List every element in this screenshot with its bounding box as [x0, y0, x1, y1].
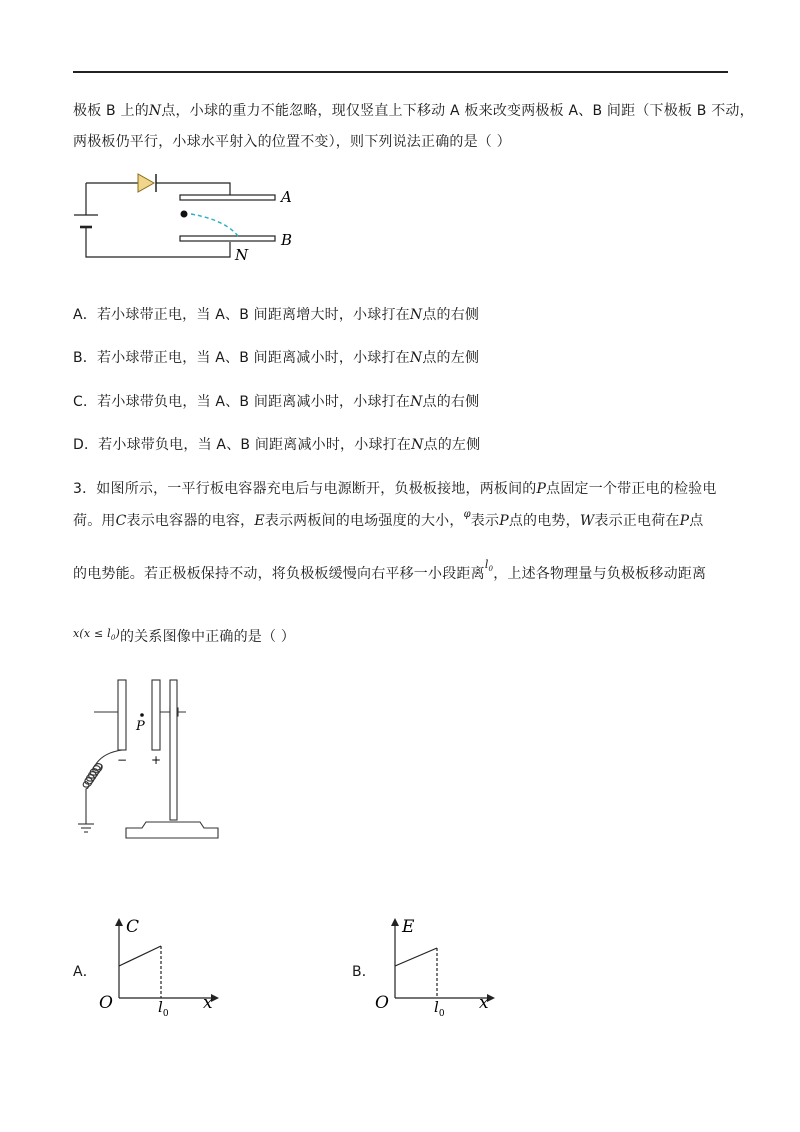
symbol-phi: φ: [463, 509, 471, 520]
wire-bottom: [86, 227, 230, 257]
option-letter: A．: [73, 964, 97, 980]
x-axis-label: x: [203, 993, 213, 1013]
q3-text: 表示正电荷在: [594, 513, 680, 529]
symbol-w: W: [579, 513, 595, 529]
wire-top-right: [156, 183, 230, 195]
q3-text: 的关系图像中正确的是（ ）: [119, 629, 296, 645]
option-text: 点的左侧: [422, 350, 480, 366]
point-p-symbol: P: [536, 481, 547, 497]
positive-plate: [152, 680, 160, 750]
q2-stem-line-2: [73, 131, 511, 151]
tick-symbol: l: [158, 998, 163, 1016]
point-p-dot: [140, 713, 144, 717]
point-p-symbol: P: [679, 513, 690, 529]
graph-a-segment: [119, 946, 161, 966]
subscript-zero: 0: [110, 634, 116, 643]
subscript-zero: 0: [488, 565, 494, 574]
plus-sign: +: [151, 753, 162, 767]
diode-icon: [138, 174, 156, 192]
plate-b: [180, 236, 275, 241]
origin-label: O: [99, 993, 113, 1013]
q3-text: 表示电容器的电容，: [126, 513, 255, 529]
q2-option-a: [73, 304, 479, 324]
charged-ball: [181, 211, 188, 218]
range-expression-text: x(x ≤ l: [73, 627, 111, 640]
symbol-l0: [484, 558, 494, 574]
q3-text: 荷。用: [73, 513, 116, 529]
point-p-label: P: [136, 719, 145, 734]
symbol-c: C: [115, 513, 127, 529]
symbol-e: E: [254, 513, 265, 529]
stand-rod: [170, 680, 177, 820]
stand-base: [126, 822, 218, 838]
option-text: 点的右侧: [422, 307, 480, 323]
negative-plate: [118, 680, 126, 750]
y-axis-label: C: [126, 917, 140, 937]
plate-a: [180, 195, 275, 200]
q3-text: 点: [689, 513, 704, 529]
origin-label: O: [375, 993, 389, 1013]
tick-subscript: 0: [162, 1009, 169, 1019]
q3-text: 的电势能。若正极板保持不动，将负极板缓慢向右平移一小段距离: [73, 566, 485, 582]
q3-text: 表示: [470, 513, 500, 529]
l0-tick-label: [158, 998, 169, 1019]
option-text: A．若小球带正电，当 A、B 间距离增大时，小球打在: [73, 307, 410, 323]
q2-stem-line-1: [73, 100, 754, 120]
y-axis-arrow-icon: [391, 918, 399, 926]
x-axis-label: x: [479, 993, 489, 1013]
q3-text: 点的电势，: [508, 513, 580, 529]
range-expression-close: ): [115, 627, 120, 640]
q3-capacitor-figure: [72, 672, 222, 842]
y-axis-arrow-icon: [115, 918, 123, 926]
range-expression: [73, 627, 120, 643]
y-axis-label: E: [402, 917, 415, 937]
option-text: C．若小球带负电，当 A、B 间距离减小时，小球打在: [73, 394, 411, 410]
graph-a: [95, 910, 225, 1020]
q3-text: 3．如图所示，一平行板电容器充电后与电源断开，负极板接地，两板间的: [73, 481, 537, 497]
point-n-symbol: N: [411, 437, 424, 453]
q2-option-d: [73, 434, 480, 454]
q2-option-b: [73, 347, 479, 367]
option-letter: B．: [352, 964, 377, 980]
option-text: D．若小球带负电，当 A、B 间距离减小时，小球打在: [73, 437, 412, 453]
graph-b: [371, 910, 501, 1020]
graph-option-a-label: [73, 961, 97, 981]
plate-b-label: B: [281, 231, 293, 249]
point-n-symbol: N: [409, 350, 423, 366]
point-n-symbol: N: [409, 307, 423, 323]
battery-icon: [74, 215, 98, 227]
tick-symbol: l: [434, 998, 439, 1016]
q3-text: 点固定一个带正电的检验电: [546, 481, 717, 497]
q2-text: 极板 B 上的: [73, 103, 149, 119]
q3-text: 表示两板间的电场强度的大小，: [264, 513, 464, 529]
option-text: 点的右侧: [422, 394, 480, 410]
q3-stem-line-3: [73, 558, 707, 583]
q3-stem-line-4: [73, 626, 295, 646]
option-text: 点的左侧: [423, 437, 481, 453]
point-p-symbol: P: [499, 513, 509, 529]
ball-trajectory: [191, 214, 238, 236]
q2-option-c: [73, 391, 479, 411]
point-n-label: N: [235, 246, 249, 264]
header-rule: [73, 71, 728, 73]
point-n-symbol: N: [148, 103, 162, 119]
q3-stem-line-2: [73, 510, 703, 530]
option-text: B．若小球带正电，当 A、B 间距离减小时，小球打在: [73, 350, 410, 366]
l0-tick-label: [434, 998, 445, 1019]
plate-a-label: A: [281, 188, 292, 206]
q2-circuit-figure: [70, 165, 310, 265]
minus-sign: −: [117, 753, 128, 767]
graph-b-segment: [395, 948, 437, 966]
point-n-symbol: N: [410, 394, 423, 410]
tick-subscript: 0: [438, 1009, 445, 1019]
symbol-l: l: [484, 558, 489, 571]
q3-text: ，上述各物理量与负极板移动距离: [493, 566, 707, 582]
q2-text: 点，小球的重力不能忽略，现仅竖直上下移动 A 板来改变两极板 A、B 间距（下极板 B 不动，: [161, 103, 754, 119]
q3-stem-line-1: [73, 478, 717, 498]
q2-text: 两极板仍平行，小球水平射入的位置不变），则下列说法正确的是（ ）: [73, 134, 511, 150]
